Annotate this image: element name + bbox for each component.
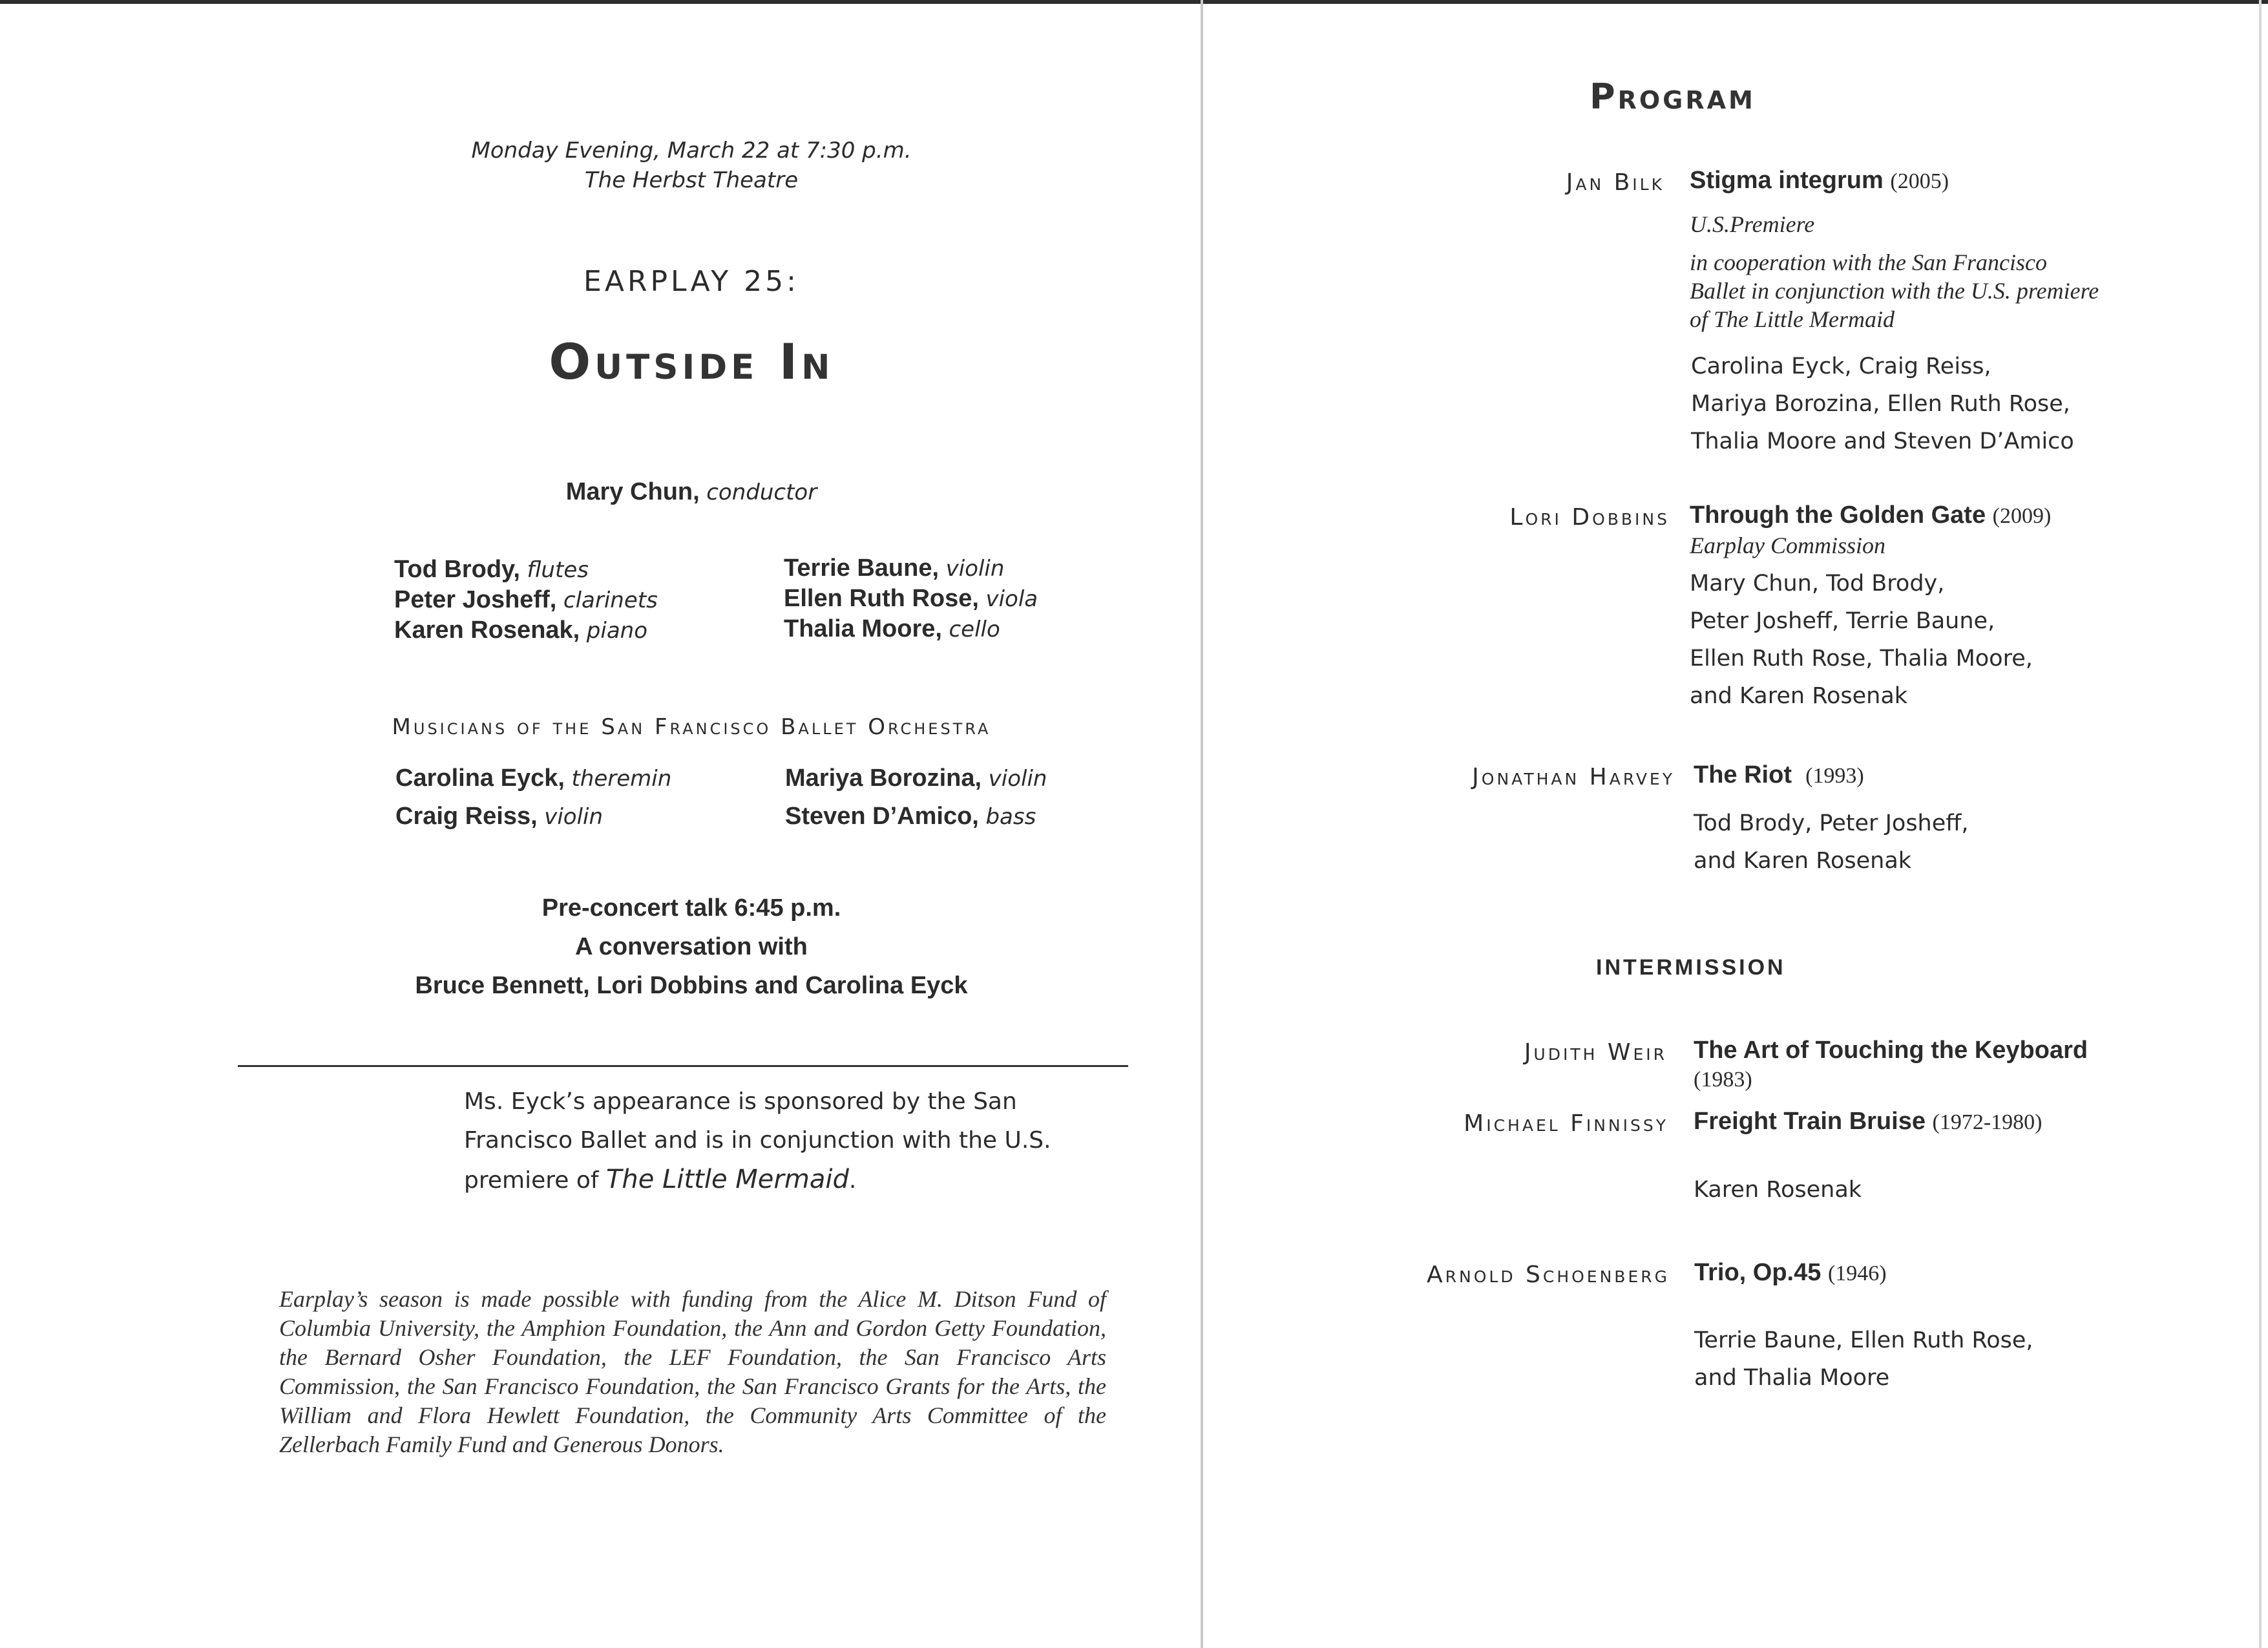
composer-name: Jan Bilk [1566,169,1664,196]
work-year: (2009) [1992,504,2052,528]
performer-name: Karen Rosenak, [394,617,580,644]
date-line: Monday Evening, March 22 at 7:30 p.m. [471,138,912,164]
talk-line: Bruce Bennett, Lori Dobbins and Carolina Eyck [415,972,968,999]
talk-line: A conversation with [575,933,808,960]
program-heading: Program [1590,76,1756,117]
players-list [1690,565,2033,715]
work-note: U.S.Premiere [1690,211,1815,237]
players-line: and Karen Rosenak [1690,683,1908,709]
work-year: (2005) [1890,169,1949,193]
players-list [1694,805,1969,880]
work-title-line [1690,502,2051,529]
work-title: Trio, Op.45 [1694,1259,1822,1286]
sponsor-line-end: . [848,1167,857,1194]
divider-rule [238,1065,1128,1067]
orchestra-left-column [395,759,671,836]
players-list [1694,1322,2033,1397]
players-list [1691,348,2074,460]
sponsor-line-text: premiere of [464,1167,606,1194]
players-line: Carolina Eyck, Craig Reiss, [1691,354,1991,379]
musician-instrument: violin [544,804,604,830]
performer-instrument: piano [586,618,648,644]
performer-row [784,584,1038,614]
performer-instrument: flutes [527,557,589,583]
players-line: Thalia Moore and Steven D’Amico [1691,428,2074,454]
musician-instrument: theremin [571,766,672,792]
work-title: Freight Train Bruise [1694,1108,1926,1135]
orchestra-row [395,759,671,798]
composer-name: Lori Dobbins [1509,504,1670,531]
concert-date-block [323,136,1060,195]
work-note: in cooperation with the San Francisco Ballet in conjunction with the U.S. premiere of The Little Mermaid [1690,249,2099,332]
scan-top-edge [0,0,2268,4]
players-line: Ellen Ruth Rose, Thalia Moore, [1690,646,2033,671]
players-line: Peter Josheff, Terrie Baune, [1690,608,1995,634]
musician-name: Steven D’Amico, [785,803,979,830]
venue-line: The Herbst Theatre [584,167,799,193]
conductor-name: Mary Chun, [565,478,700,505]
performer-name: Tod Brody, [394,556,520,583]
performer-row [394,555,658,585]
performer-instrument: cello [949,617,1000,642]
work-year: (1993) [1805,764,1864,788]
performer-row [784,553,1038,584]
performer-row [394,585,658,615]
work-title-line [1690,167,1949,195]
work-title-line [1694,1108,2042,1136]
players-line: Mary Chun, Tod Brody, [1690,571,1945,597]
series-title: EARPLAY 25: [583,265,799,298]
performer-row [784,614,1038,644]
orchestra-heading: Musicians of the San Francisco Ballet Orchestra [392,714,991,740]
performer-instrument: violin [945,556,1005,582]
work-title: Stigma integrum [1690,167,1884,194]
performer-name: Thalia Moore, [784,615,942,642]
composer-name: Michael Finnissy [1464,1110,1668,1137]
work-title-line [1694,761,1864,789]
work-note: Earplay Commission [1690,533,1886,558]
performer-name: Terrie Baune, [784,555,940,582]
work-year: (1972-1980) [1932,1110,2042,1134]
sponsor-note [464,1083,1084,1200]
players-line: Terrie Baune, Ellen Ruth Rose, [1694,1327,2033,1353]
players-line: Mariya Borozina, Ellen Ruth Rose, [1691,391,2070,417]
composer-name: Judith Weir [1524,1039,1667,1066]
talk-line: Pre-concert talk 6:45 p.m. [541,894,841,922]
conductor-line [323,478,1060,506]
orchestra-right-column [785,759,1047,836]
orchestra-row [785,798,1047,836]
sponsor-line: Ms. Eyck’s appearance is sponsored by the San [464,1088,1017,1115]
performer-instrument: clarinets [563,587,658,613]
players-list [1694,1171,1862,1209]
performer-row [394,615,658,646]
pre-concert-talk [323,889,1060,1005]
concert-title: Outside In [549,333,834,390]
performer-instrument: viola [985,586,1038,612]
orchestra-row [395,798,671,836]
players-line: Tod Brody, Peter Josheff, [1694,810,1969,836]
performers-right-column [784,553,1038,644]
performer-name: Ellen Ruth Rose, [784,585,979,612]
funding-acknowledgement: Earplay’s season is made possible with funding from the Alice M. Ditson Fund of Columbia University, the Amphion Foundation, the Ann and Gordon Getty Foundation, the Bernard Osher Foundation, the LEF Foundation, the San Francisco Arts Commission, the San Francisco Foundation, the San Francisco Grants for the Arts, the William and Flora Hewlett Foundation, the Community Arts Committee of the Zellerbach Family Fund and Generous Donors. [279,1286,1106,1457]
work-title: The Art of Touching the Keyboard [1694,1037,2088,1064]
musician-name: Craig Reiss, [395,803,538,830]
scan-right-edge [2259,0,2262,1648]
sponsor-line [464,1160,1084,1200]
conductor-role: conductor [706,480,817,505]
sponsor-work-title: The Little Mermaid [605,1165,849,1194]
musician-name: Carolina Eyck, [395,765,565,792]
intermission-label: INTERMISSION [1596,955,1786,980]
work-year: (1983) [1694,1068,1752,1092]
musician-instrument: violin [988,766,1047,792]
orchestra-row [785,759,1047,798]
work-title: The Riot [1694,761,1792,788]
page-fold [1201,0,1203,1648]
work-title: Through the Golden Gate [1690,502,1986,529]
players-line: and Karen Rosenak [1694,848,1912,874]
players-line: and Thalia Moore [1694,1365,1890,1391]
composer-name: Jonathan Harvey [1472,764,1675,790]
work-title-line [1694,1259,1887,1287]
work-year: (1946) [1827,1262,1887,1285]
players-line: Karen Rosenak [1694,1177,1862,1203]
composer-name: Arnold Schoenberg [1427,1262,1670,1288]
musician-name: Mariya Borozina, [785,765,982,792]
performers-left-column [394,555,658,646]
sponsor-line: Francisco Ballet and is in conjunction with the U.S. [464,1127,1051,1154]
musician-instrument: bass [985,804,1036,830]
performer-name: Peter Josheff, [394,586,557,613]
